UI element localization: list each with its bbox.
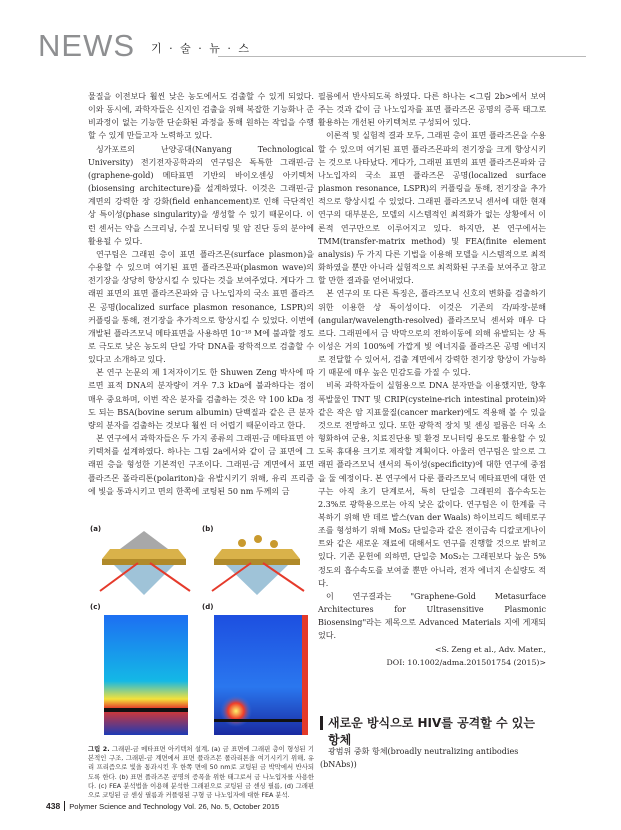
figure-caption <box>88 745 314 800</box>
left-column <box>88 90 314 498</box>
paragraph: 연구팀은 그래핀 층이 표면 플라즈몬(surface plasmon)을 수용할 수 있으며 여기된 표면 플라즈몬파(plasmon wave)의 전기장을 상당히 향상시킬 수 있다는 것을 보여주었다. 게다가 그래핀 표면의 표면 플라즈몬파와 금 나노입자의 국소 표면 플라즈몬 공명(localized surface plasmon resonance, LSPR)의 커플링을 통해, 전기장을 추가적으로 향상시킬 수 있었다. 이번에 개발된 플라즈모닉 메타표면을 사용하면 10⁻¹⁸ M에 불과할 정도로 극도로 낮은 농도의 단일 가닥 DNA를 광학적으로 검출할 수 있다고 소개하고 있다. <box>88 249 314 365</box>
fea-field-map-d <box>202 603 312 741</box>
section-subtitle: 기 · 술 · 뉴 · 스 <box>151 42 251 55</box>
paragraph: 비록 과학자들이 실험용으로 DNA 분자만을 이용했지만, 향후 폭발물인 TNT 및 CRIP(cysteine-rich intestinal protein)와 같은 작은 암 지표물질(cancer marker)에도 적용해 볼 수 있을 것으로 전망하고 있다. 또한 광학적 장치 및 센싱 필름은 더욱 소형화하여 군용, 치료진단용 및 환경 모니터링 용도로 활용할 수 있도록 휴대용 크기로 제작할 계획이다. 아울러 연구팀은 앞으로 그래핀 플라즈모닉 센서의 특이성(specificity)에 대한 연구에 중점을 둘 예정이다. 본 연구에서 다룬 플라즈모닉 메타표면에 대한 연구는 아직 초기 단계로서, 특히 단일층 그래핀의 흡수속도는 2.3%로 광학용으로는 아직 낮은 값이다. 연구팀은 이 한계를 극복하기 위해 반 데르 발스(van der Waals) 하이브리드 헤테로구조를 형성하기 위해 MoS₂ 단일층과 같은 전이금속 디칼코게나이트와 같은 새로운 재료에 대해서도 연구를 진행할 것으로 밝히고 있다. 기존 문헌에 의하면, 단일층 MoS₂는 그래핀보다 높은 5% 정도의 흡수속도를 보여줄 뿐만 아니라, 전자 에너지 손실량도 적다. <box>318 381 546 588</box>
section-first-line: 광범위 중화 항체(broadly neutralizing antibodies (bNAbs)) <box>320 747 519 769</box>
caption-label: 그림 2. <box>88 746 110 753</box>
page-number: 438 <box>46 801 61 811</box>
right-column <box>318 90 546 669</box>
panel-label-c: (c) <box>90 603 101 611</box>
header-rule <box>218 56 586 57</box>
paragraph: 물질을 이전보다 훨씬 낮은 농도에서도 검출할 수 있게 되었다. 이와 동시에, 과학자들은 신지인 검출을 위해 복잡한 기능화나 준비과정이 없는 기능한 단순화된 과정을 통해 원하는 작업을 수행할 수 있게 만들고자 노력하고 있다. <box>88 92 314 141</box>
paragraph: 이 연구결과는 "Graphene-Gold Metasurface Architectures for Ultrasensitive Plasmonic Biosensing"라는 제목으로 Advanced Materials 지에 게재되었다. <box>318 591 546 641</box>
heading-text: 새로운 방식으로 HIV를 공격할 수 있는 항체 <box>328 716 535 747</box>
paragraph: 필름에서 반사되도록 하였다. 다른 하나는 <그림 2b>에서 보여주는 것과 같이 금 나노입자를 표면 플라즈몬 공명의 증폭 태그로 활용하는 개선된 아키텍처로 구성되어 있다. <box>318 92 546 128</box>
page-footer <box>46 801 279 811</box>
figure-panel-d <box>202 603 312 741</box>
caption-text: 그래핀-금 메타표면 아키텍처 설계, (a) 금 표면에 그래핀 층이 형성된 기본적인 구조, 그래핀-금 계면에서 표면 플라즈몬 폴라리톤을 여기시키기 위해, 유리 프리즘으로 빛을 통과시킨 후 한쪽 면에 50 nm로 코팅된 금 박막에서 반사되도록 한다. (b) 표면 플라즈몬 공명의 증폭을 위한 태그로서 금 나노입자를 사용한다. (c) FEA 분석법을 이용해 분석한 그래핀으로 코팅된 금 센싱 필름, (d) 그래핀으로 코팅된 금 센싱 필름과 커플링된 구형 금 나노입자에 대한 FEA 분석. <box>88 746 314 800</box>
section-title: NEWS <box>38 28 135 63</box>
paragraph: 이론적 및 실험적 결과 모두, 그래핀 층이 표면 플라즈몬을 수용할 수 있으며 여기된 표면 플라즈몬파의 전기장을 크게 향상시키는 것으로 나타났다. 게다가, 그래핀 표면의 표면 플라즈몬파와 금 나노입자의 국소 표면 플라즈몬 공명(localized surface plasmon resonance, LSPR)의 커플링을 통해, 전기장을 추가적으로 향상시킬 수 있었다. 그래핀 플라즈모닉 센서에 대한 현재 연구의 대부분은, 모델의 시스템적인 최적화가 없는 상황에서 이론적 연구만으로 이루어지고 있다. 하지만, 본 연구에서는 TMM(transfer-matrix method) 및 FEA(finite element analysis) 두 가지 다른 기법을 이용해 모델을 시스템적으로 최적화하였을 뿐만 아니라 실험적으로 최적화된 구조를 보여주고 참고할 만한 결과를 얻어내었다. <box>318 131 546 286</box>
figure-panel-b <box>202 525 312 597</box>
figure-panel-a <box>90 525 198 597</box>
paragraph: 본 연구에서 과학자들은 두 가지 종류의 그래핀-금 메타표면 아키텍처를 설계하였다. 하나는 그림 2a에서와 같이 금 표면에 그래핀 층을 형성한 기본적인 구조이다. 그래핀-금 계면에서 표면 플라즈몬 폴라리톤(polariton)을 유발시키기 위해, 유리 프리즘에 빛을 통과시키고 면의 한쪽에 코팅된 50 nm 두께의 금 <box>88 434 314 496</box>
prism-diagram-a <box>90 525 198 597</box>
panel-label-a: (a) <box>90 525 102 533</box>
fea-field-map-c <box>90 603 198 741</box>
citation-line-1: <S. Zeng et al., Adv. Mater., <box>434 644 546 654</box>
panel-label-b: (b) <box>202 525 214 533</box>
footer-divider <box>64 801 65 811</box>
figure-panel-c <box>90 603 198 741</box>
paragraph: 본 연구 논문의 제 1저자이기도 한 Shuwen Zeng 박사에 따르면 표적 DNA의 분자량이 겨우 7.3 kDa에 불과하다는 점이 매우 중요하며, 이번 작은 분자를 검출하는 것은 약 100 kDa 정도 되는 BSA(bovine serum albumin) 단백질과 같은 큰 분자량의 분자를 검출하는 것보다 훨씬 더 어렵기 때문이라고 한다. <box>88 368 314 430</box>
page-header <box>38 30 586 62</box>
paragraph: 싱가포르의 난양공대(Nanyang Technological University) 전기전자공학과의 연구팀은 독특한 그래핀-금 (graphene-gold) 메타표면 기반의 바이오센싱 아키텍처(biosensing architecture)를 설계하였다. 이것은 그래핀-금 계면의 강력한 장 강화(field enhancement)로 인해 극단적인 상 특이성(phase singularity)을 생성할 수 있기 때문이다. 이런 센서는 약을 스크리닝, 수질 모니터링 및 암 진단 등의 분야에 활용될 수 있다. <box>88 144 314 246</box>
citation-line-2: DOI: 10.1002/adma.201501754 (2015)> <box>386 657 546 667</box>
paragraph: 본 연구의 또 다른 특징은, 플라즈모닉 신호의 변화를 검출하기 위한 이용한 상 특이성이다. 이것은 기존의 각/파장-분해(angular/wavelength-resolved) 플라즈모닉 센서와 매우 다르다. 그래핀에서 금 박막으로의 전하이동에 의해 유발되는 상 특이성은 거의 100%에 가깝게 빛 에너지를 플라즈몬 공명 에너지로 전달할 수 있어서, 검출 계면에서 강력한 전기장 향상이 가능하기 때문에 매우 높은 민감도를 가질 수 있다. <box>318 289 546 378</box>
panel-label-d: (d) <box>202 603 214 611</box>
section-heading <box>320 714 550 747</box>
prism-diagram-b <box>202 525 312 597</box>
journal-info: Polymer Science and Technology Vol. 26, No. 5, October 2015 <box>69 802 280 811</box>
heading-bar <box>320 716 323 730</box>
